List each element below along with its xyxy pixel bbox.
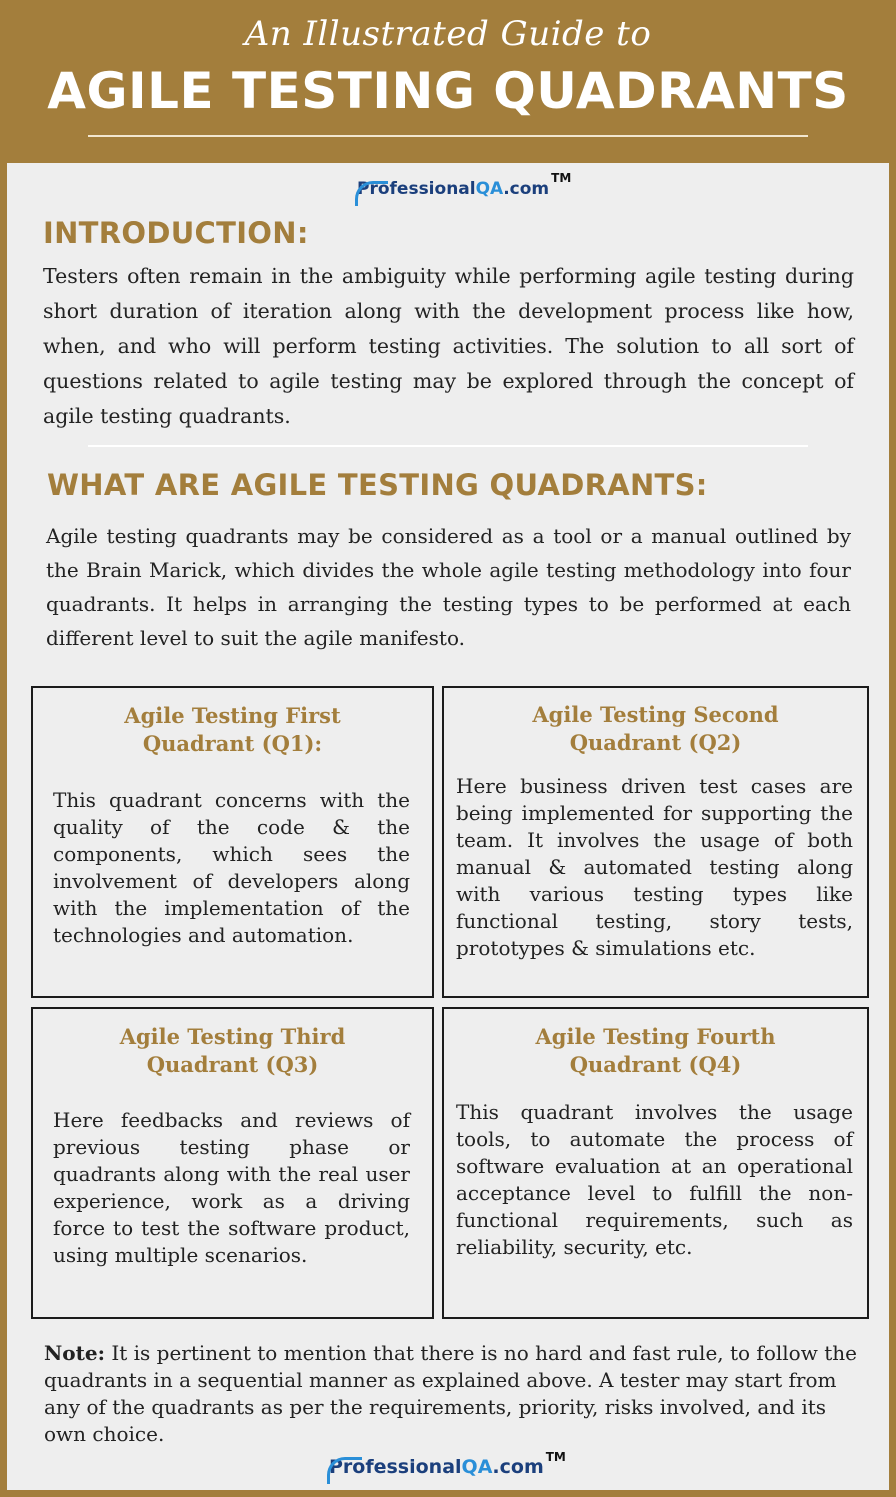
logo-com-text: .com	[503, 179, 550, 199]
logo-qa-text: QA	[475, 179, 504, 199]
header-subtitle: An Illustrated Guide to	[244, 14, 652, 54]
quadrant-q1-title-line2: Quadrant (Q1):	[142, 731, 323, 756]
quadrant-q1-title-line1: Agile Testing First	[124, 703, 341, 728]
quadrant-q4-body: This quadrant involves the usage tools, to automate the process of software evaluation at an operational acceptance level to fulfill the non-functional requirements, such as reliability, security, etc.	[456, 1100, 853, 1259]
logo-arc-icon	[327, 1457, 362, 1484]
logo-tm-text: TM	[545, 1450, 566, 1464]
quadrant-q4-title	[444, 1023, 867, 1079]
logo-pro-text: Professional	[329, 1456, 462, 1478]
quadrant-q2-title	[444, 701, 867, 757]
quadrant-q4-card	[442, 1007, 869, 1319]
professionalqa-logo-top	[357, 171, 572, 199]
note-label: Note:	[44, 1341, 105, 1365]
quadrant-q2-body: Here business driven test cases are being implemented for supporting the team. It involves the usage of both manual & automated testing along with various testing types like functional testing, story tests, prototypes & simulations etc.	[456, 774, 853, 960]
logo-qa-text: QA	[461, 1456, 493, 1478]
quadrant-q3-card	[31, 1007, 434, 1319]
logo-arc-icon	[355, 181, 388, 206]
what-text: Agile testing quadrants may be considered as a tool or a manual outlined by the Brain Marick, which divides the whole agile testing methodology into four quadrants. It helps in arranging the testing types to be performed at each different level to suit the agile manifesto.	[46, 524, 851, 650]
logo-tm-text: TM	[551, 171, 572, 185]
professionalqa-logo-bottom	[329, 1450, 566, 1478]
intro-text: Testers often remain in the ambiguity while performing agile testing during short duration of iteration along with the development process like how, when, and who will perform testing activities. The solution to all sort of questions related to agile testing may be explored through the concept of agile testing quadrants.	[43, 264, 854, 428]
section-divider	[88, 445, 808, 447]
content-panel	[7, 163, 889, 1490]
quadrant-q2-card	[442, 686, 869, 998]
quadrant-q3-body: Here feedbacks and reviews of previous testing phase or quadrants along with the real user experience, work as a driving force to test the software product, using multiple scenarios.	[53, 1108, 410, 1267]
quadrant-q3-title-line1: Agile Testing Third	[119, 1024, 346, 1049]
quadrant-q2-title-line1: Agile Testing Second	[532, 702, 779, 727]
quadrant-q4-title-line2: Quadrant (Q4)	[569, 1052, 742, 1077]
note-paragraph	[44, 1340, 864, 1448]
header-title: AGILE TESTING QUADRANTS	[47, 62, 849, 120]
note-text: It is pertinent to mention that there is no hard and fast rule, to follow the quadrants in a sequential manner as explained above. A tester may start from any of the quadrants as per the requirements, priority, risks involved, and its own choice.	[44, 1341, 857, 1446]
quadrant-q3-title-line2: Quadrant (Q3)	[146, 1052, 319, 1077]
quadrant-q2-title-line2: Quadrant (Q2)	[569, 730, 742, 755]
what-heading: WHAT ARE AGILE TESTING QUADRANTS:	[47, 468, 708, 502]
header-divider	[88, 135, 808, 137]
quadrant-q3-title	[33, 1023, 432, 1079]
quadrant-q1-body: This quadrant concerns with the quality of the code & the components, which sees the involvement of developers along with the implementation of the technologies and automation.	[53, 788, 410, 947]
quadrant-q4-title-line1: Agile Testing Fourth	[535, 1024, 776, 1049]
logo-com-text: .com	[492, 1456, 544, 1478]
logo-pro-text: Professional	[357, 179, 476, 199]
header-banner	[0, 0, 896, 163]
quadrant-q1-title	[33, 702, 432, 758]
quadrant-q1-card	[31, 686, 434, 998]
intro-heading: INTRODUCTION:	[43, 216, 309, 250]
